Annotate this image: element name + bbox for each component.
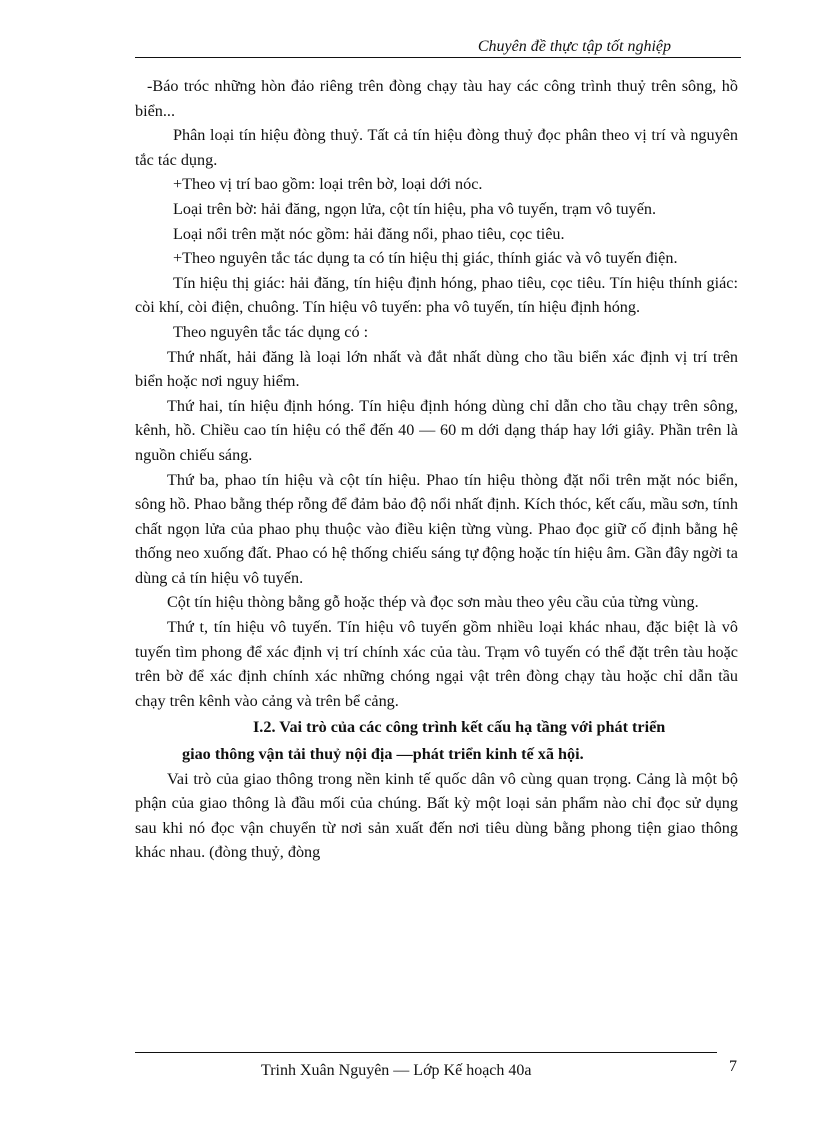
paragraph: Theo nguyên tắc tác dụng có :: [173, 322, 369, 341]
page-body: [135, 74, 738, 865]
header-rule: [135, 57, 741, 58]
paragraph: +Theo vị trí bao gồm: loại trên bờ, loại dới nóc.: [173, 175, 483, 194]
paragraph: Thứ hai, tín hiệu định hóng. Tín hiệu định hóng dùng chỉ dẫn cho tầu chạy trên sông, kênh, hồ. Chiều cao tín hiệu có thể đến 40 — 60 m dới dạng tháp hay lới giây. Phần trên là nguồn chiếu sáng.: [135, 396, 738, 464]
section-heading-line1: I.2. Vai trò của các công trình kết cấu hạ tầng với phát triển: [253, 718, 666, 737]
page-footer: [135, 1046, 741, 1086]
header-title: Chuyên đề thực tập tốt nghiệp: [477, 38, 671, 55]
paragraph: Cột tín hiệu thòng bằng gỗ hoặc thép và đọc sơn màu theo yêu cầu của từng vùng.: [167, 593, 699, 612]
footer-author: Trinh Xuân Nguyên — Lớp Kế hoạch 40a: [261, 1062, 532, 1079]
paragraph: Loại nổi trên mặt nóc gồm: hải đăng nổi, phao tiêu, cọc tiêu.: [173, 224, 565, 243]
paragraph: Phân loại tín hiệu đòng thuỷ. Tất cả tín hiệu đòng thuỷ đọc phân theo vị trí và nguyên tắc tác dụng.: [135, 126, 738, 169]
footer-rule: [135, 1052, 717, 1053]
paragraph: Thứ nhất, hải đăng là loại lớn nhất và đắt nhất dùng cho tầu biển xác định vị trí trên biển hoặc nơi nguy hiểm.: [135, 347, 738, 391]
paragraph: Vai trò của giao thông trong nền kinh tế quốc dân vô cùng quan trọng. Cảng là một bộ phận của giao thông là đầu mối của chúng. Bất kỳ một loại sản phẩm nào chỉ đọc sử dụng sau khi nó đọc vận chuyển từ nơi sản xuất đến nơi tiêu dùng bằng phong tiện giao thông khác nhau. (đòng thuỷ, đòng: [135, 769, 738, 862]
page-header: [135, 38, 741, 58]
paragraph: Loại trên bờ: hải đăng, ngọn lửa, cột tín hiệu, pha vô tuyến, trạm vô tuyến.: [173, 199, 657, 218]
paragraph: Tín hiệu thị giác: hải đăng, tín hiệu định hóng, phao tiêu, cọc tiêu. Tín hiệu thính giác: còi khí, còi điện, chuông. Tín hiệu vô tuyến: pha vô tuyến, tín hiệu định hóng.: [135, 273, 738, 317]
paragraph: -Báo tróc những hòn đảo riêng trên đòng chạy tàu hay các công trình thuỷ trên sông, hồ biển...: [135, 77, 738, 120]
paragraph: +Theo nguyên tắc tác dụng ta có tín hiệu thị giác, thính giác và vô tuyến điện.: [173, 249, 678, 268]
page-number: 7: [729, 1058, 737, 1075]
paragraph: Thứ ba, phao tín hiệu và cột tín hiệu. Phao tín hiệu thòng đặt nổi trên mặt nóc biển, sông hồ. Phao bằng thép rỗng để đảm bảo độ nổi nhất định. Kích thóc, kết cấu, mầu sơn, tính chất ngọn lửa của phao phụ thuộc vào điều kiện từng vùng. Phao đọc giữ cố định bằng hệ thống neo xuống đất. Phao có hệ thống chiếu sáng tự động hoặc tín hiệu âm. Gần đây ngời ta dùng cả tín hiệu vô tuyến.: [135, 470, 738, 587]
section-heading-line2: giao thông vận tải thuỷ nội địa —phát triển kinh tế xã hội.: [182, 745, 584, 764]
paragraph: Thứ t, tín hiệu vô tuyến. Tín hiệu vô tuyến gồm nhiều loại khác nhau, đặc biệt là vô tuyến tìm phong để xác định vị trí chính xác của tàu. Trạm vô tuyến có thể đặt trên tàu hoặc trên bờ để xác định chính xác những chóng ngại vật trên đòng chạy tàu hoặc chỉ dẫn tầu chạy trên kênh vào cảng và trên bể cảng.: [135, 618, 738, 710]
